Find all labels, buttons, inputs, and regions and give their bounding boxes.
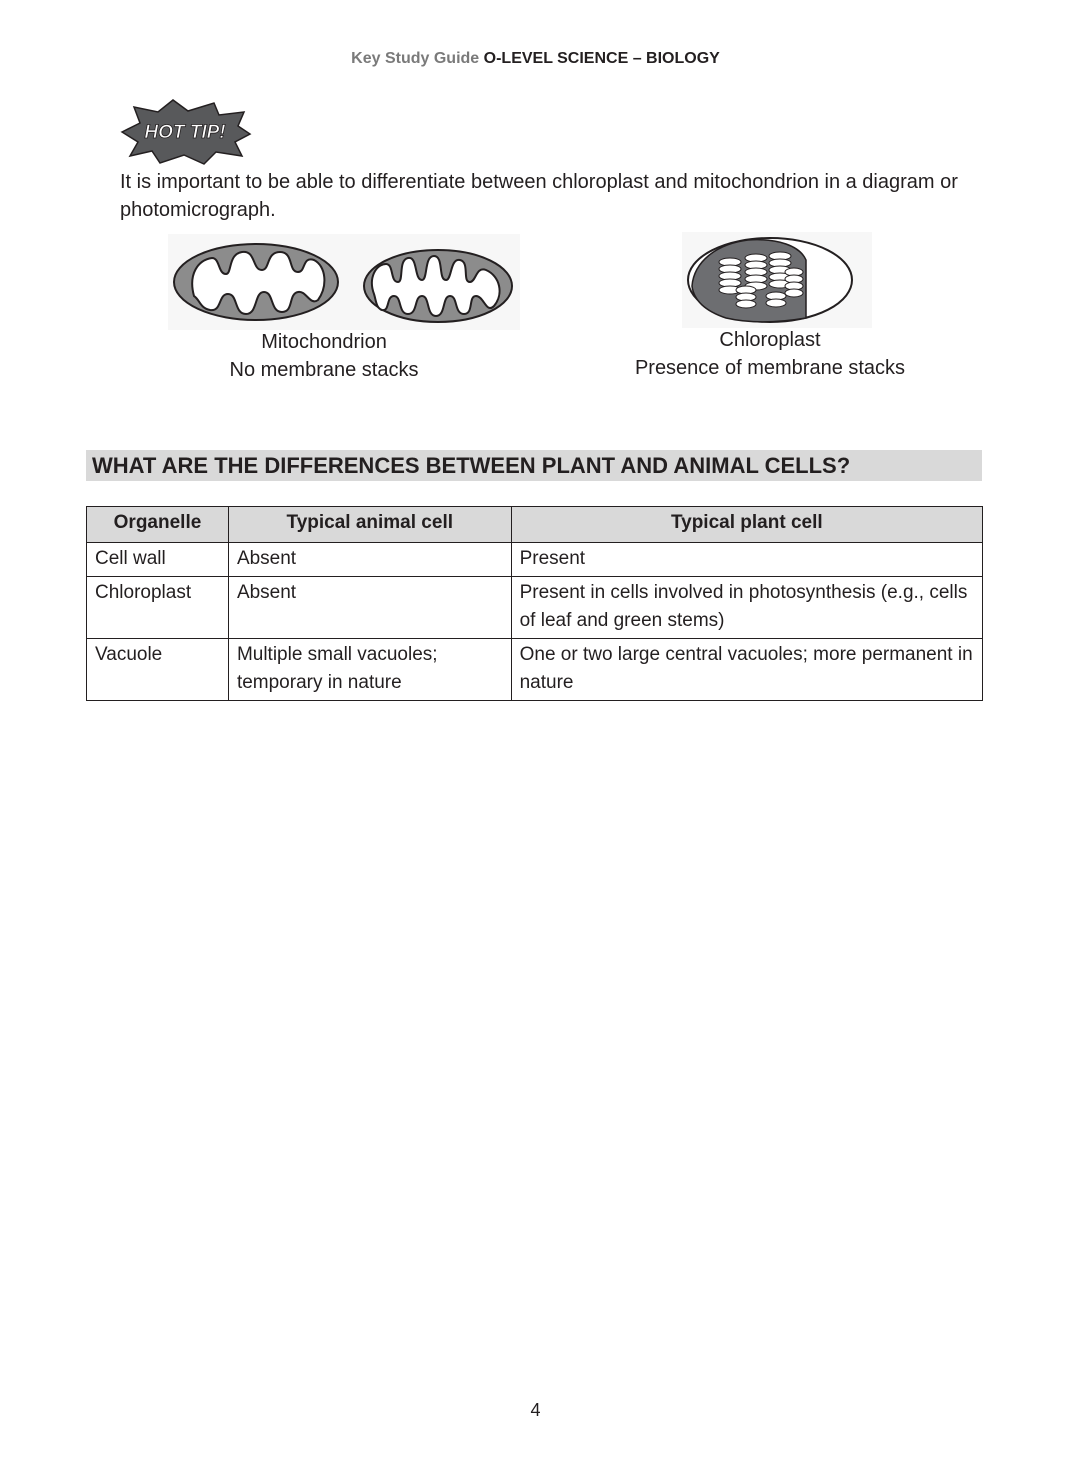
table-cell: Chloroplast xyxy=(87,577,229,639)
table-cell: Vacuole xyxy=(87,639,229,701)
hot-tip-badge xyxy=(118,98,252,166)
table-row xyxy=(87,577,983,639)
table-cell: Multiple small vacuoles; temporary in nature xyxy=(228,639,511,701)
header-title: O-LEVEL SCIENCE – BIOLOGY xyxy=(483,50,720,67)
granum xyxy=(736,286,756,308)
column-header-plant-cell: Typical plant cell xyxy=(511,507,982,543)
column-header-animal-cell: Typical animal cell xyxy=(228,507,511,543)
table-cell: Absent xyxy=(228,577,511,639)
table-cell: Absent xyxy=(228,543,511,577)
chloroplast-note: Presence of membrane stacks xyxy=(634,357,906,379)
table-row xyxy=(87,543,983,577)
section-heading: WHAT ARE THE DIFFERENCES BETWEEN PLANT AND ANIMAL CELLS? xyxy=(86,450,982,481)
table-cell: Present in cells involved in photosynthesis (e.g., cells of leaf and green stems) xyxy=(511,577,982,639)
chloroplast-illustration xyxy=(682,232,872,328)
column-header-organelle: Organelle xyxy=(87,507,229,543)
mitochondrion-illustration xyxy=(168,234,520,330)
table-header-row xyxy=(87,507,983,543)
mitochondrion-name: Mitochondrion xyxy=(261,331,387,353)
table-cell: One or two large central vacuoles; more permanent in nature xyxy=(511,639,982,701)
chloroplast-name: Chloroplast xyxy=(719,329,821,351)
table-cell: Present xyxy=(511,543,982,577)
chloroplast-caption xyxy=(620,326,920,382)
mitochondrion-note: No membrane stacks xyxy=(229,359,419,381)
table-cell: Cell wall xyxy=(87,543,229,577)
header-series: Key Study Guide xyxy=(351,50,480,67)
hot-tip-label: HOT TIP! xyxy=(144,122,226,143)
page-number: 4 xyxy=(530,1400,541,1420)
granum xyxy=(745,254,767,290)
running-header xyxy=(0,50,1071,68)
table-row xyxy=(87,639,983,701)
mitochondrion-caption xyxy=(194,328,454,384)
hot-tip-text: It is important to be able to differentiate between chloroplast and mitochondrion in a diagram or photomicrograph. xyxy=(120,171,958,221)
comparison-table xyxy=(86,506,983,701)
